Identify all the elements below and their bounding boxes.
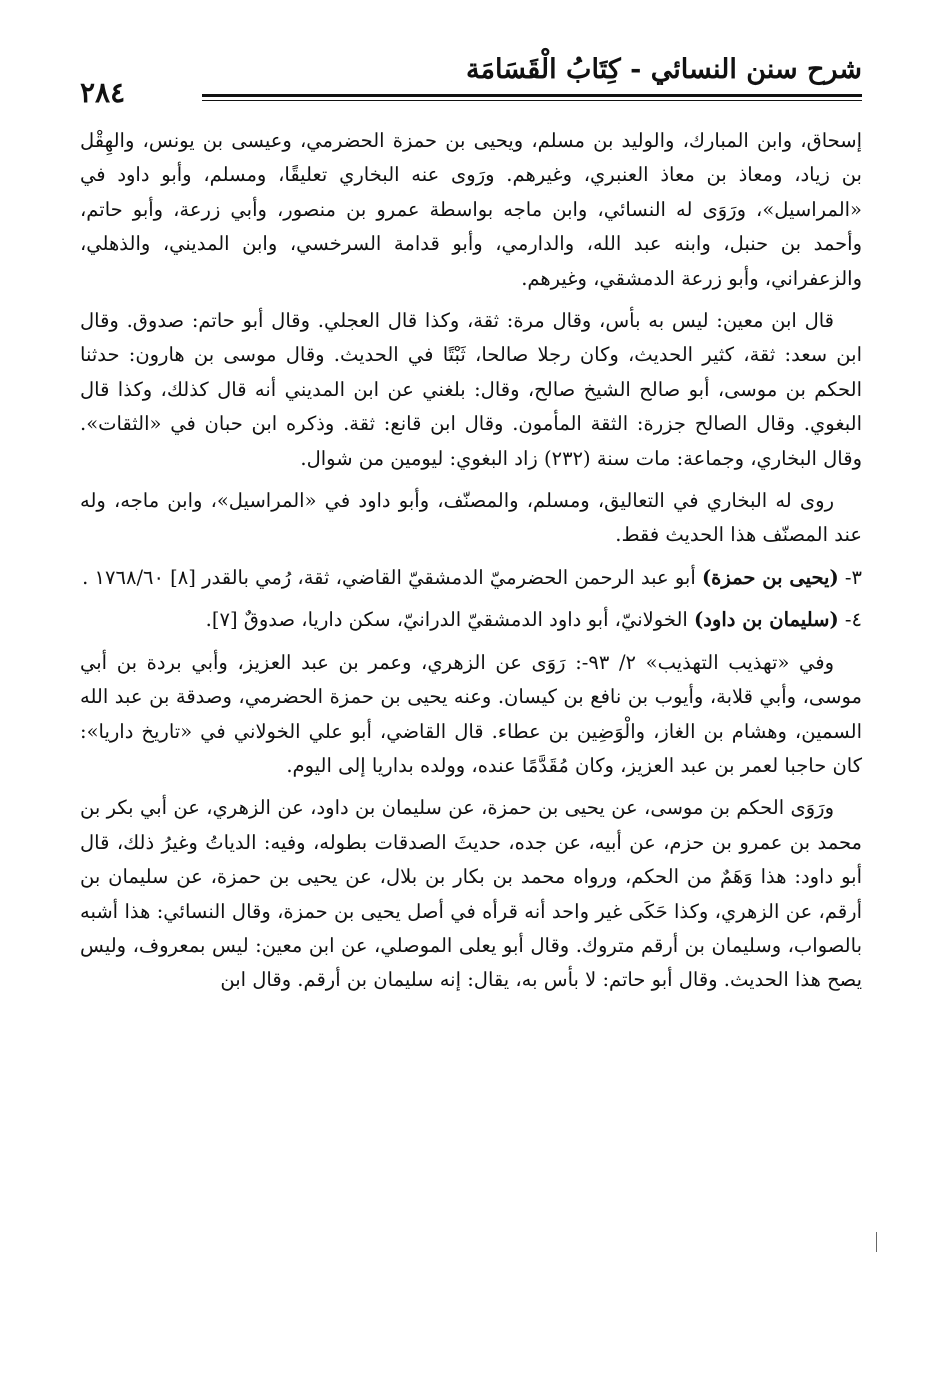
page-header <box>80 50 862 110</box>
entry-number: ٤- <box>838 608 862 632</box>
paragraph-hadith-chain: ورَوَى الحكم بن موسى، عن يحيى بن حمزة، عن سليمان بن داود، عن الزهري، عن أبي بكر بن محمد بن عمرو بن حزم، عن أبيه، عن جده، حديثَ الصدقات بطوله، وفيه: الدياتُ وغيرُ ذلك، قال أبو داود: هذا وَهَمٌ من الحكم، ورواه محمد بن بكار بن بلال، عن يحيى بن حمزة، عن سليمان بن أرقم، عن الزهري، وكذا حَكَى غير واحد أنه قرأه في أصل يحيى بن حمزة، وقال النسائي: هذا أشبه بالصواب، وسليمان بن أرقم متروك. وقال أبو يعلى الموصلي، عن ابن معين: ليس بمعروف، وليس يصح هذا الحديث. وقال أبو حاتم: لا بأس به، يقال: إنه سليمان بن أرقم. وقال ابن <box>80 796 862 992</box>
entry-number: ٣- <box>838 565 862 589</box>
body-text <box>80 124 862 1006</box>
margin-mark <box>876 1232 877 1252</box>
entry-description: الخولانيّ، أبو داود الدمشقيّ الدرانيّ، سكن داريا، صدوقٌ [٧]. <box>205 608 694 632</box>
header-rule <box>202 94 862 97</box>
header-rule-thin <box>202 100 862 101</box>
paragraph-gradings: قال ابن معين: ليس به بأس، وقال مرة: ثقة، وكذا قال العجلي. وقال أبو حاتم: صدوق. وقال ابن سعد: ثقة، كثير الحديث، وكان رجلا صالحا، ثَبْتًا في الحديث. وقال موسى بن هارون: حدثنا الحكم بن موسى، أبو صالح الشيخ صالح، وقال: بلغني عن ابن المديني أنه قال كذلك، وكذا قال البغوي. وقال الصالح جزرة: الثقة المأمون. وقال ابن قانع: ثقة. وذكره ابن حبان في «الثقات». وقال البخاري، وجماعة: مات سنة (٢٣٢) زاد البغوي: ليومين من شوال. <box>80 309 862 470</box>
narrator-entry-4 <box>80 603 862 637</box>
narrator-entry-3 <box>80 561 862 595</box>
page-number: ٢٨٤ <box>80 76 126 109</box>
paragraph-narrators-list: إسحاق، وابن المبارك، والوليد بن مسلم، ويحيى بن حمزة الحضرمي، وعيسى بن يونس، والهِقْل بن زياد، ومعاذ بن معاذ العنبري، وغيرهم. ورَوى عنه البخاري تعليقًا، ومسلم، وأبو داود في «المراسيل»، ورَوَى له النسائي، وابن ماجه بواسطة عمرو بن منصور، وأبي زرعة، وأبو حاتم، وأحمد بن حنبل، وابنه عبد الله، والدارمي، وأبو قدامة السرخسي، وابن المديني، والذهلي، والزعفراني، وأبو زرعة الدمشقي، وغيرهم. <box>80 129 862 290</box>
paragraph-tahdhib: وفي «تهذيب التهذيب» ٢/ ٩٣-: رَوَى عن الزهري، وعمر بن عبد العزيز، وأبي بردة بن أبي موسى، وأبي قلابة، وأيوب بن نافع بن كيسان. وعنه يحيى بن حمزة الحضرمي، وصدقة بن عبد الله السمين، وهشام بن الغاز، والْوَضِين بن عطاء. قال القاضي، أبو علي الخولاني في «تاريخ داريا»: كان حاجبا لعمر بن عبد العزيز، وكان مُقَدَّمًا عنده، وولده بداريا إلى اليوم. <box>80 650 862 777</box>
entry-name: (سليمان بن داود) <box>694 608 839 632</box>
entry-description: أبو عبد الرحمن الحضرميّ الدمشقيّ القاضي، ثقة، رُمي بالقدر [٨] ١٧٦٨/٦٠ . <box>82 565 702 589</box>
entry-name: (يحيى بن حمزة) <box>701 565 839 589</box>
paragraph-transmitters: روى له البخاري في التعاليق، ومسلم، والمصنّف، وأبو داود في «المراسيل»، وابن ماجه، وله عند المصنّف هذا الحديث فقط. <box>80 489 862 547</box>
running-title: شرح سنن النسائي - كِتَابُ الْقَسَامَة <box>466 54 862 85</box>
